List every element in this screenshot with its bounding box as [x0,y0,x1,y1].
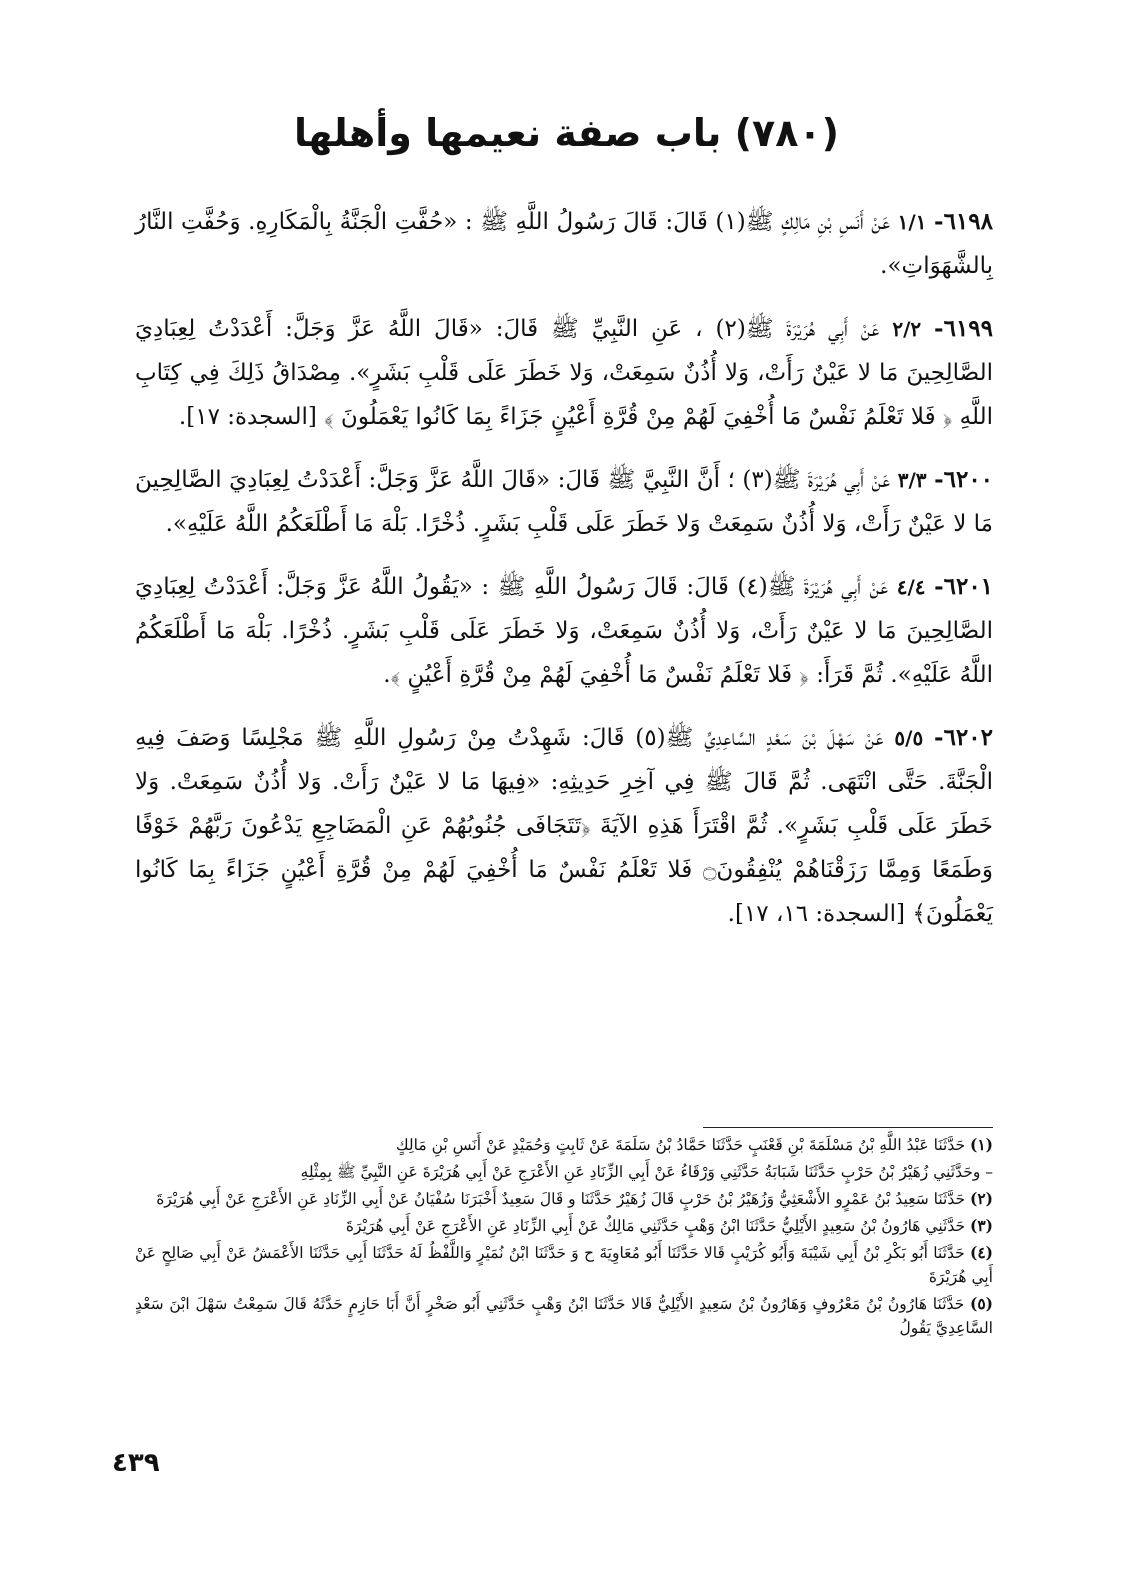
hadith-ref: ١/١ [897,210,927,234]
footnote-divider [703,1127,993,1128]
footnote-text: – وحَدَّثَنِي زُهَيْرُ بْنُ حَرْبٍ حَدَّثَنَا شَبَابَةُ حَدَّثَنِي وَرْقَاءُ عَنْ أَبِي الزِّنَادِ عَنِ الأَعْرَجِ عَنْ أَبِي هُرَيْرَةَ عَنِ النَّبِيِّ ﷺ بِمِثْلِهِ [300,1163,993,1181]
footnote-number: (٣) [969,1216,993,1235]
footnotes [135,1133,993,1343]
footnote-2 [135,1187,993,1211]
hadith-ref: ٣/٣ [897,468,927,492]
footnote-text: حَدَّثَنَا هَارُونُ بْنُ مَعْرُوفٍ وَهَارُونُ بْنُ سَعِيدٍ الأَيْلِيُّ قَالا حَدَّثَنَا ابْنُ وَهْبٍ حَدَّثَنِي أَبُو صَخْرٍ أَنَّ أَبَا حَازِمٍ حَدَّثَهُ قَالَ سَمِعْتُ سَهْلَ ابْنَ سَعْدٍ السَّاعِدِيَّ يَقُولُ [135,1295,993,1337]
hadith-number: ٦١٩٨- [934,208,993,235]
footnote-number: (١) [969,1135,993,1154]
footnote-text: حَدَّثَنِي هَارُونُ بْنُ سَعِيدٍ الأَيْلِيُّ حَدَّثَنَا ابْنُ وَهْبٍ حَدَّثَنِي مَالِكٌ عَنْ أَبِي الزِّنَادِ عَنِ الأَعْرَجِ عَنْ أَبِي هُرَيْرَةَ [345,1217,966,1235]
footnote-text: حَدَّثَنَا عَبْدُ اللَّهِ بْنُ مَسْلَمَةَ بْنِ قَعْنَبٍ حَدَّثَنَا حَمَّادُ بْنُ سَلَمَةَ عَنْ ثَابِتٍ وَحُمَيْدٍ عَنْ أَنَسِ بْنِ مَالِكٍ [395,1136,966,1154]
footnote-5 [135,1292,993,1340]
page-number: ٤٣٩ [112,1448,160,1478]
footnote-4 [135,1241,993,1289]
hadith-number: ٦١٩٩- [934,315,994,342]
hadith-6199 [135,307,993,439]
hadith-number: ٦٢٠٢- [934,724,993,751]
footnote-number: (٢) [969,1189,993,1208]
hadith-text: عَنْ سَهْلَ بْنَ سَعْدٍ السَّاعِدِيِّ ﷺ(٥) قَالَ: شَهِدْتُ مِنْ رَسُولِ اللَّهِ ﷺ مَجْلِسًا وَصَفَ فِيهِ الْجَنَّةَ. حَتَّى انْتَهَى. ثُمَّ قَالَ ﷺ فِي آخِرِ حَدِيثِهِ: «فِيهَا مَا لا عَيْنٌ رَأَتْ. وَلا أُذُنٌ سَمِعَتْ. وَلا خَطَرَ عَلَى قَلْبِ بَشَرٍ». ثُمَّ اقْتَرَأَ هَذِهِ الآيَةَ ﴿تَتَجَافَى جُنُوبُهُمْ عَنِ الْمَضَاجِعِ يَدْعُونَ رَبَّهُمْ خَوْفًا وَطَمَعًا وَمِمَّا رَزَقْنَاهُمْ يُنْفِقُونَ۝ فَلا تَعْلَمُ نَفْسٌ مَا أُخْفِيَ لَهُمْ مِنْ قُرَّةِ أَعْيُنٍ جَزَاءً بِمَا كَانُوا يَعْمَلُونَ﴾ [السجدة: ١٦، ١٧]. [135,725,993,927]
hadith-ref: ٢/٢ [892,317,922,341]
hadith-text: عَنْ أَبِي هُرَيْرَةَ ﷺ(٤) قَالَ: قَالَ رَسُولُ اللَّهِ ﷺ : «يَقُولُ اللَّهُ عَزَّ وَجَلَّ: أَعْدَدْتُ لِعِبَادِيَ الصَّالِحِينَ مَا لا عَيْنٌ رَأَتْ، وَلا أُذُنٌ سَمِعَتْ، وَلا خَطَرَ عَلَى قَلْبِ بَشَرٍ. ذُخْرًا. بَلْهَ مَا أَطْلَعَكُمُ اللَّهُ عَلَيْهِ». ثُمَّ قَرَأَ: ﴿ فَلا تَعْلَمُ نَفْسٌ مَا أُخْفِيَ لَهُمْ مِنْ قُرَّةِ أَعْيُنٍ ﴾. [135,574,993,688]
hadith-number: ٦٢٠٠- [934,466,994,493]
footnote-number: (٤) [969,1243,993,1262]
hadith-list [135,200,993,955]
footnote-text: حَدَّثَنَا سَعِيدُ بْنُ عَمْرٍو الأَشْعَثِيُّ وَزُهَيْرُ بْنُ حَرْبٍ قَالَ زُهَيْرٌ حَدَّثَنَا و قَالَ سَعِيدٌ أَخْبَرَنَا سُفْيَانُ عَنْ أَبِي الزِّنَادِ عَنِ الأَعْرَجِ عَنْ أَبِي هُرَيْرَةَ [156,1190,966,1208]
chapter-title: (٧٨٠) باب صفة نعيمها وأهلها [293,111,839,155]
footnote-1 [135,1133,993,1157]
footnote-number: (٥) [969,1294,993,1313]
footnote-3 [135,1214,993,1238]
hadith-ref: ٤/٤ [896,575,926,599]
hadith-6200 [135,458,993,546]
hadith-text: عَنْ أَنَسِ بْنِ مَالِكٍ ﷺ(١) قَالَ: قَالَ رَسُولُ اللَّهِ ﷺ : «حُفَّتِ الْجَنَّةُ بِالْمَكَارِهِ. وَحُفَّتِ النَّارُ بِالشَّهَوَاتِ». [135,209,993,279]
hadith-text: عَنْ أَبِي هُرَيْرَةَ ﷺ(٣) ؛ أَنَّ النَّبِيَّ ﷺ قَالَ: «قَالَ اللَّهُ عَزَّ وَجَلَّ: أَعْدَدْتُ لِعِبَادِيَ الصَّالِحِينَ مَا لا عَيْنٌ رَأَتْ، وَلا أُذُنٌ سَمِعَتْ وَلا خَطَرَ عَلَى قَلْبِ بَشَرٍ. ذُخْرًا. بَلْهَ مَا أَطْلَعَكُمُ اللَّهُ عَلَيْهِ». [135,467,993,537]
hadith-6201 [135,565,993,697]
hadith-6198 [135,200,993,288]
footnote-text: حَدَّثَنَا أَبُو بَكْرِ بْنُ أَبِي شَيْبَةَ وَأَبُو كُرَيْبٍ قَالا حَدَّثَنَا أَبُو مُعَاوِيَةَ ح وَ حَدَّثَنَا ابْنُ نُمَيْرٍ وَاللَّفْظُ لَهُ حَدَّثَنَا أَبِي حَدَّثَنَا الأَعْمَشُ عَنْ أَبِي صَالِحٍ عَنْ أَبِي هُرَيْرَةَ [135,1244,993,1286]
hadith-number: ٦٢٠١- [934,573,994,600]
hadith-6202 [135,716,993,936]
footnote-1-continued [135,1160,993,1184]
hadith-ref: ٥/٥ [894,726,924,750]
hadith-text: عَنْ أَبِي هُرَيْرَةَ ﷺ(٢) ، عَنِ النَّبِيِّ ﷺ قَالَ: «قَالَ اللَّهُ عَزَّ وَجَلَّ: أَعْدَدْتُ لِعِبَادِيَ الصَّالِحِينَ مَا لا عَيْنٌ رَأَتْ، وَلا أُذُنٌ سَمِعَتْ، وَلا خَطَرَ عَلَى قَلْبِ بَشَرٍ». مِصْدَاقُ ذَلِكَ فِي كِتَابِ اللَّهِ ﴿ فَلا تَعْلَمُ نَفْسٌ مَا أُخْفِيَ لَهُمْ مِنْ قُرَّةِ أَعْيُنٍ جَزَاءً بِمَا كَانُوا يَعْمَلُونَ ﴾ [السجدة: ١٧]. [135,316,993,430]
